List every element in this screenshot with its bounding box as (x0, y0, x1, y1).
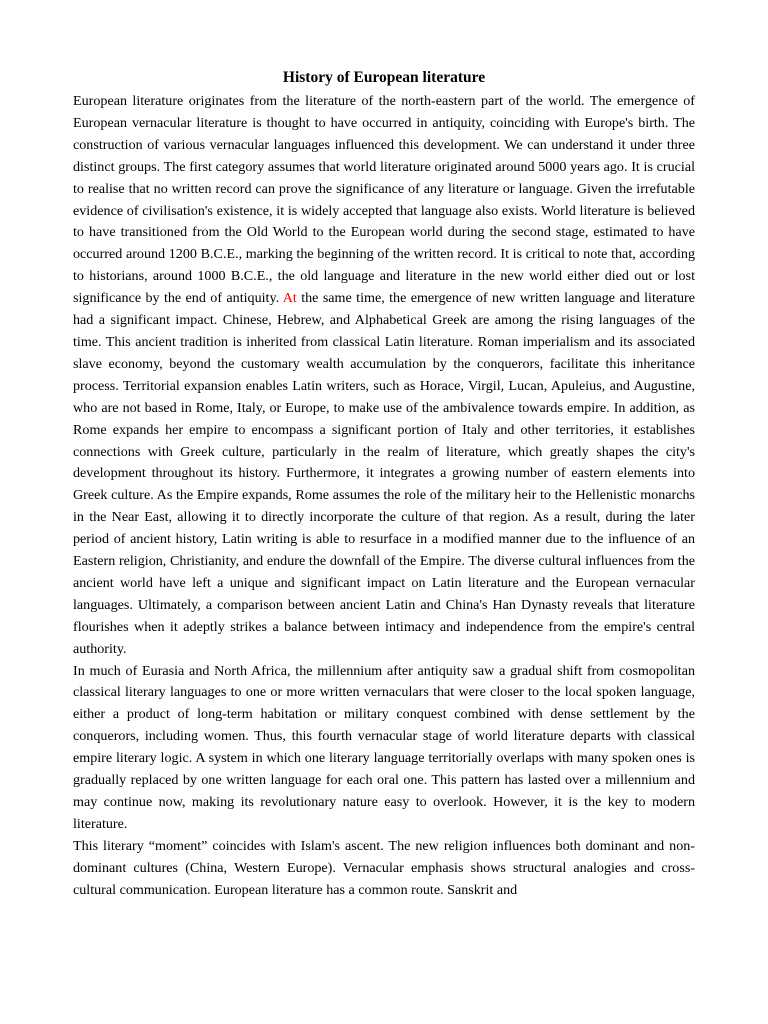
paragraph-3: This literary “moment” coincides with Islam's ascent. The new religion influences both dominant and non-dominant cultures (China, Western Europe). Vernacular emphasis shows structural analogies and cross-cultural communication. European literature has a common route. Sanskrit and (73, 837, 695, 898)
document-title: History of European literature (282, 69, 486, 86)
paragraph-2: In much of Eurasia and North Africa, the millennium after antiquity saw a gradual shift from cosmopolitan classical literary languages to one or more written vernaculars that were closer to the local spoken language, either a product of long-term habitation or military conquest combined with dense settlement by the conquerors, including women. Thus, this fourth vernacular stage of world literature departs with classical empire literary logic. A system in which one literary language territorially overlaps with many spoken ones is gradually replaced by one written language for each oral one. This pattern has lasted over a millennium and may continue now, making its revolutionary nature easy to overlook. However, it is the key to modern literature. (73, 662, 695, 832)
highlighted-word: At (282, 290, 297, 307)
paragraph-1-text-end: the same time, the emergence of new written language and literature had a significant impact. Chinese, Hebrew, and Alphabetical Greek are among the rising languages of the time. This ancient tradition is inherited from classical Latin literature. Roman imperialism and its associated slave economy, beyond the customary wealth accumulation by the conquerors, facilitate this inheritance process. Territorial expansion enables Latin writers, such as Horace, Virgil, Lucan, Apuleius, and Augustine, who are not based in Rome, Italy, or Europe, to make use of the ambivalence towards empire. In addition, as Rome expands her empire to encompass a significant portion of Italy and other territories, it establishes connections with Greek culture, particularly in the realm of literature, which greatly shapes the city's development throughout its history. Furthermore, it integrates a growing number of eastern elements into Greek culture. As the Empire expands, Rome assumes the role of the military heir to the Hellenistic monarchs in the Near East, allowing it to directly incorporate the culture of that region. As a result, during the later period of ancient history, Latin writing is able to resurface in a modified manner due to the influence of an Eastern religion, Christianity, and endure the downfall of the Empire. The diverse cultural influences from the ancient world have left a unique and significant impact on Latin literature and the European vernacular languages. Ultimately, a comparison between ancient Latin and China's Han Dynasty reveals that literature flourishes when it adeptly strikes a balance between intimacy and independence from the empire's central authority. (73, 290, 696, 657)
document-page (73, 66, 695, 902)
paragraph-1 (73, 91, 695, 661)
paragraph-1-text-start: European literature originates from the literature of the north-eastern part of the world. The emergence of European vernacular literature is thought to have occurred in antiquity, coinciding with Europe's birth. The construction of various vernacular languages influenced this development. We can understand it under three distinct groups. The first category assumes that world literature originated around 5000 years ago. It is crucial to realise that no written record can prove the significance of any literature or language. Given the irrefutable evidence of civilisation's existence, it is widely accepted that language also exists. World literature is believed to have transitioned from the Old World to the European world during the second stage, estimated to have occurred around 1200 B.C.E., marking the beginning of the written record. It is critical to note that, according to historians, around 1000 B.C.E., the old language and literature in the new world either died out or lost significance by the end of antiquity. (73, 93, 695, 307)
